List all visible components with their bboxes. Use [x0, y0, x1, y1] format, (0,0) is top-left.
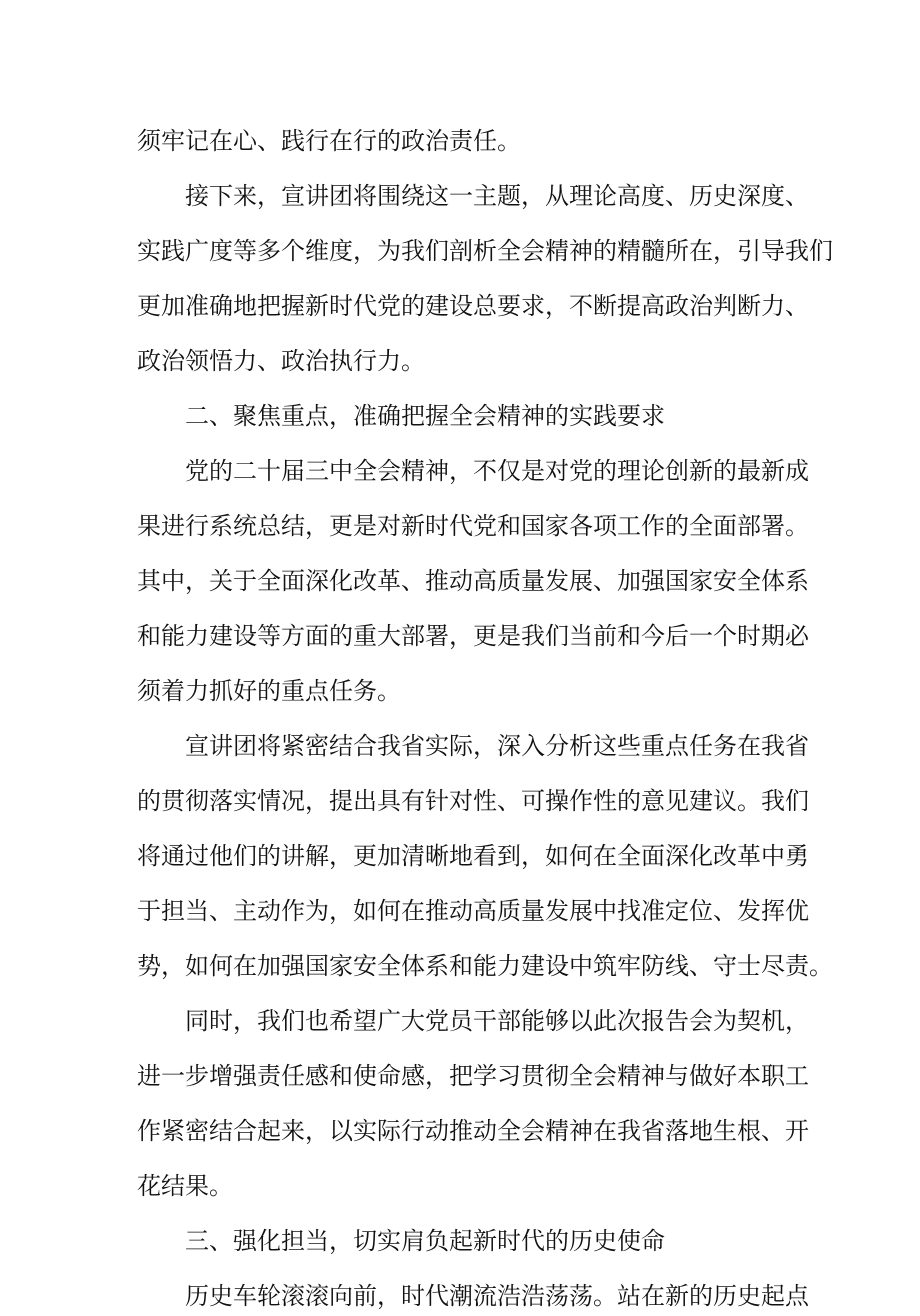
paragraph-line: 接下来，宣讲团将围绕这一主题，从理论高度、历史深度、: [185, 182, 809, 210]
paragraph-line: 进一步增强责任感和使命感，把学习贯彻全会精神与做好本职工: [137, 1062, 809, 1090]
paragraph-line: 作紧密结合起来，以实际行动推动全会精神在我省落地生根、开: [137, 1117, 809, 1145]
paragraph-line: 势，如何在加强国家安全体系和能力建设中筑牢防线、守士尽责。: [137, 952, 833, 980]
paragraph-line: 实践广度等多个维度，为我们剖析全会精神的精髓所在，引导我们: [137, 237, 833, 265]
paragraph-line: 须着力抓好的重点任务。: [137, 677, 401, 705]
paragraph-line: 将通过他们的讲解，更加清晰地看到，如何在全面深化改革中勇: [137, 842, 809, 870]
paragraph-line: 同时，我们也希望广大党员干部能够以此次报告会为契机，: [185, 1007, 809, 1035]
paragraph-line: 历史车轮滚滚向前，时代潮流浩浩荡荡。站在新的历史起点: [185, 1282, 809, 1310]
paragraph-line: 果进行系统总结，更是对新时代党和国家各项工作的全面部署。: [137, 512, 809, 540]
paragraph-line: 和能力建设等方面的重大部署，更是我们当前和今后一个时期必: [137, 622, 809, 650]
paragraph-line: 党的二十届三中全会精神，不仅是对党的理论创新的最新成: [185, 457, 809, 485]
paragraph-line: 更加准确地把握新时代党的建设总要求，不断提高政治判断力、: [137, 292, 809, 320]
section-heading: 二、聚焦重点，准确把握全会精神的实践要求: [185, 402, 665, 430]
paragraph-line: 政治领悟力、政治执行力。: [137, 347, 425, 375]
paragraph-line: 于担当、主动作为，如何在推动高质量发展中找准定位、发挥优: [137, 897, 809, 925]
paragraph-line: 宣讲团将紧密结合我省实际，深入分析这些重点任务在我省: [185, 732, 809, 760]
paragraph-line: 其中，关于全面深化改革、推动高质量发展、加强国家安全体系: [137, 567, 809, 595]
section-heading: 三、强化担当，切实肩负起新时代的历史使命: [185, 1227, 665, 1255]
paragraph-line: 须牢记在心、践行在行的政治责任。: [137, 127, 521, 155]
paragraph-line: 花结果。: [137, 1172, 233, 1200]
paragraph-line: 的贯彻落实情况，提出具有针对性、可操作性的意见建议。我们: [137, 787, 809, 815]
